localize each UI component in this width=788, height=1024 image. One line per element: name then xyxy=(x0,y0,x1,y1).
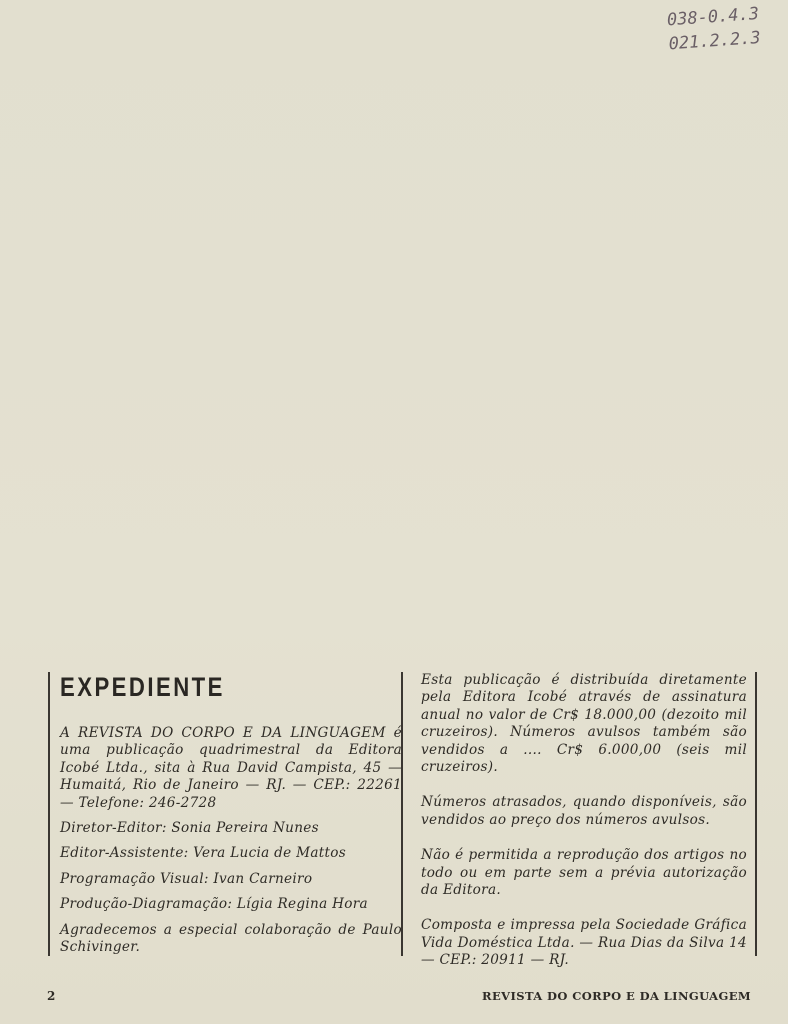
expediente-title: EXPEDIENTE xyxy=(60,672,225,702)
credit-production-layout: Produção-Diagramação: Lígia Regina Hora xyxy=(60,896,368,913)
info-subscription-paragraph: Esta publicação é distribuída diretamente pela Editora Icobé através de assinatura anual no valor de Cr$ 18.000,00 (dezoito mil cruzeiros). Números avulsos também são vendidos a .... Cr$ 6.000,00 (seis mil cruzeiros). xyxy=(421,672,747,776)
handwritten-line-1: 038-0.4.3 xyxy=(666,3,760,31)
handwritten-line-2: 021.2.2.3 xyxy=(667,27,762,55)
info-column xyxy=(401,672,757,969)
expediente-column xyxy=(48,672,402,956)
info-printing-paragraph: Composta e impressa pela Sociedade Gráfica Vida Doméstica Ltda. — Rua Dias da Silva 14 — CEP.: 20911 — RJ. xyxy=(421,917,747,969)
info-reproduction-paragraph: Não é permitida a reprodução dos artigos no todo ou em parte sem a prévia autorização da Editora. xyxy=(421,847,747,899)
credit-assistant-editor: Editor-Assistente: Vera Lucia de Mattos xyxy=(60,845,347,862)
expediente-intro: A REVISTA DO CORPO E DA LINGUAGEM é uma publicação quadrimestral da Editora Icobé Ltda., sita à Rua David Campista, 45 — Humaitá, Rio de Janeiro — RJ. — CEP.: 22261 — Telefone: 246-2728 xyxy=(60,725,402,811)
page-number: 2 xyxy=(47,989,56,1003)
handwritten-catalog-note xyxy=(666,2,761,56)
info-back-issues-paragraph: Números atrasados, quando disponíveis, são vendidos ao preço dos números avulsos. xyxy=(421,794,747,828)
credit-visual-programming: Programação Visual: Ivan Carneiro xyxy=(60,870,313,887)
running-footer-title: REVISTA DO CORPO E DA LINGUAGEM xyxy=(482,989,751,1003)
credit-acknowledgement: Agradecemos a especial colaboração de Paulo Schivinger. xyxy=(60,921,402,956)
credit-director-editor: Diretor-Editor: Sonia Pereira Nunes xyxy=(60,820,319,837)
